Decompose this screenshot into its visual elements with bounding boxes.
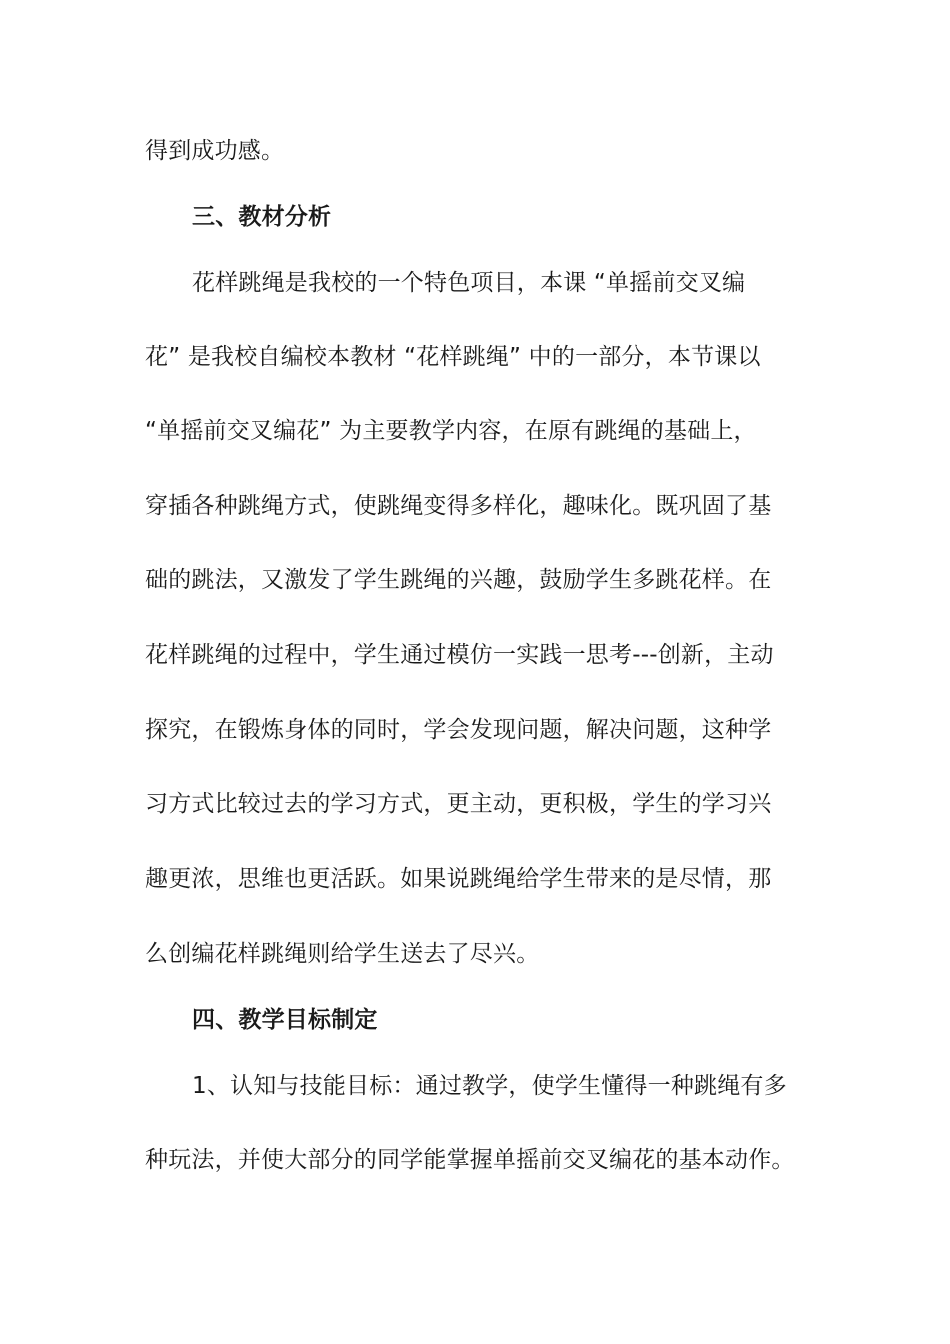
paragraph-line: 探究，在锻炼身体的同时，学会发现问题，解决问题，这种学 bbox=[145, 717, 772, 743]
paragraph-line: 花样跳绳的过程中，学生通过模仿一实践一思考---创新，主动 bbox=[145, 642, 774, 668]
paragraph-line: 穿插各种跳绳方式，使跳绳变得多样化，趣味化。既巩固了基 bbox=[145, 493, 772, 519]
paragraph-line: 习方式比较过去的学习方式，更主动，更积极，学生的学习兴 bbox=[145, 791, 772, 817]
paragraph-line: 花样跳绳是我校的一个特色项目，本课 “单摇前交叉编 bbox=[192, 270, 746, 296]
paragraph-line: 础的跳法，又激发了学生跳绳的兴趣，鼓励学生多跳花样。在 bbox=[145, 567, 772, 593]
paragraph-line: 趣更浓，思维也更活跃。如果说跳绳给学生带来的是尽情，那 bbox=[145, 866, 772, 892]
paragraph-line: 得到成功感。 bbox=[145, 138, 285, 164]
paragraph-line: 花” 是我校自编校本教材 “花样跳绳” 中的一部分，本节课以 bbox=[145, 344, 761, 370]
paragraph-line: “单摇前交叉编花” 为主要教学内容，在原有跳绳的基础上， bbox=[145, 418, 757, 444]
paragraph-line: 1、认知与技能目标：通过教学，使学生懂得一种跳绳有多 bbox=[192, 1073, 787, 1099]
section-heading-teaching-objectives: 四、教学目标制定 bbox=[192, 1007, 378, 1033]
paragraph-line: 么创编花样跳绳则给学生送去了尽兴。 bbox=[145, 941, 540, 967]
paragraph-line: 种玩法，并使大部分的同学能掌握单摇前交叉编花的基本动作。 bbox=[145, 1147, 795, 1173]
section-heading-textbook-analysis: 三、教材分析 bbox=[192, 204, 332, 230]
